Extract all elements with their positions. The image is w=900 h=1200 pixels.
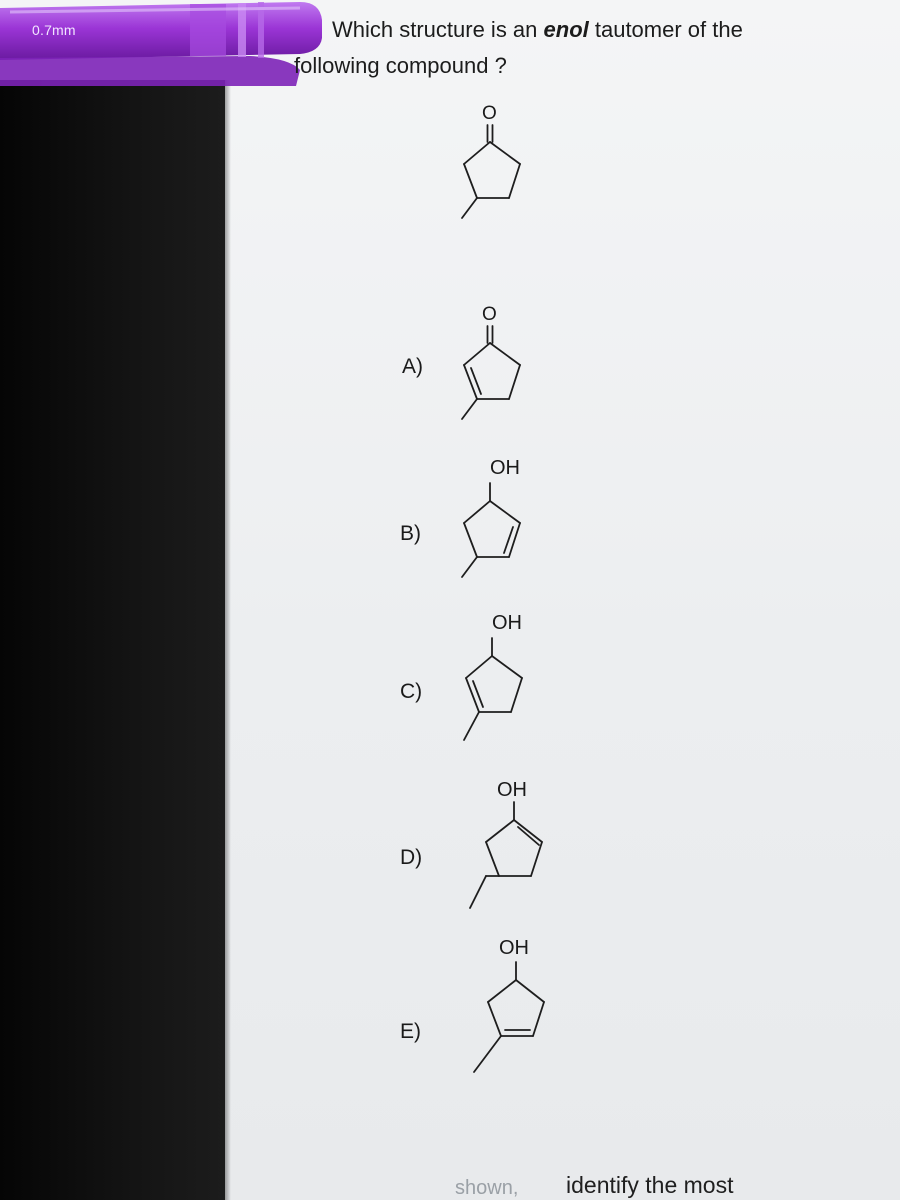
question-text-end: tautomer of the	[588, 17, 743, 42]
choice-b-letter: B)	[400, 522, 421, 545]
question-text-start: Which structure is an	[332, 17, 544, 42]
choice-a-letter: A)	[402, 355, 423, 378]
pen-size-label: 0.7mm	[32, 22, 76, 38]
choice-d-letter: D)	[400, 846, 423, 869]
choice-c-oh-label: OH	[492, 612, 522, 634]
footer-text: identify the most	[566, 1172, 734, 1198]
given-oxygen-label: O	[482, 103, 497, 124]
question-text-line2: following compound ?	[294, 53, 507, 78]
choice-a-oxygen-label: O	[482, 304, 497, 325]
choice-e-oh-label: OH	[499, 937, 529, 959]
choice-e-letter: E)	[400, 1020, 421, 1043]
choice-d-oh-label: OH	[497, 779, 527, 801]
choice-c-letter: C)	[400, 680, 423, 703]
choice-b-oh-label: OH	[490, 457, 520, 479]
footer-faint-text: shown,	[455, 1177, 519, 1199]
question-emphasis-enol: enol	[543, 17, 589, 42]
